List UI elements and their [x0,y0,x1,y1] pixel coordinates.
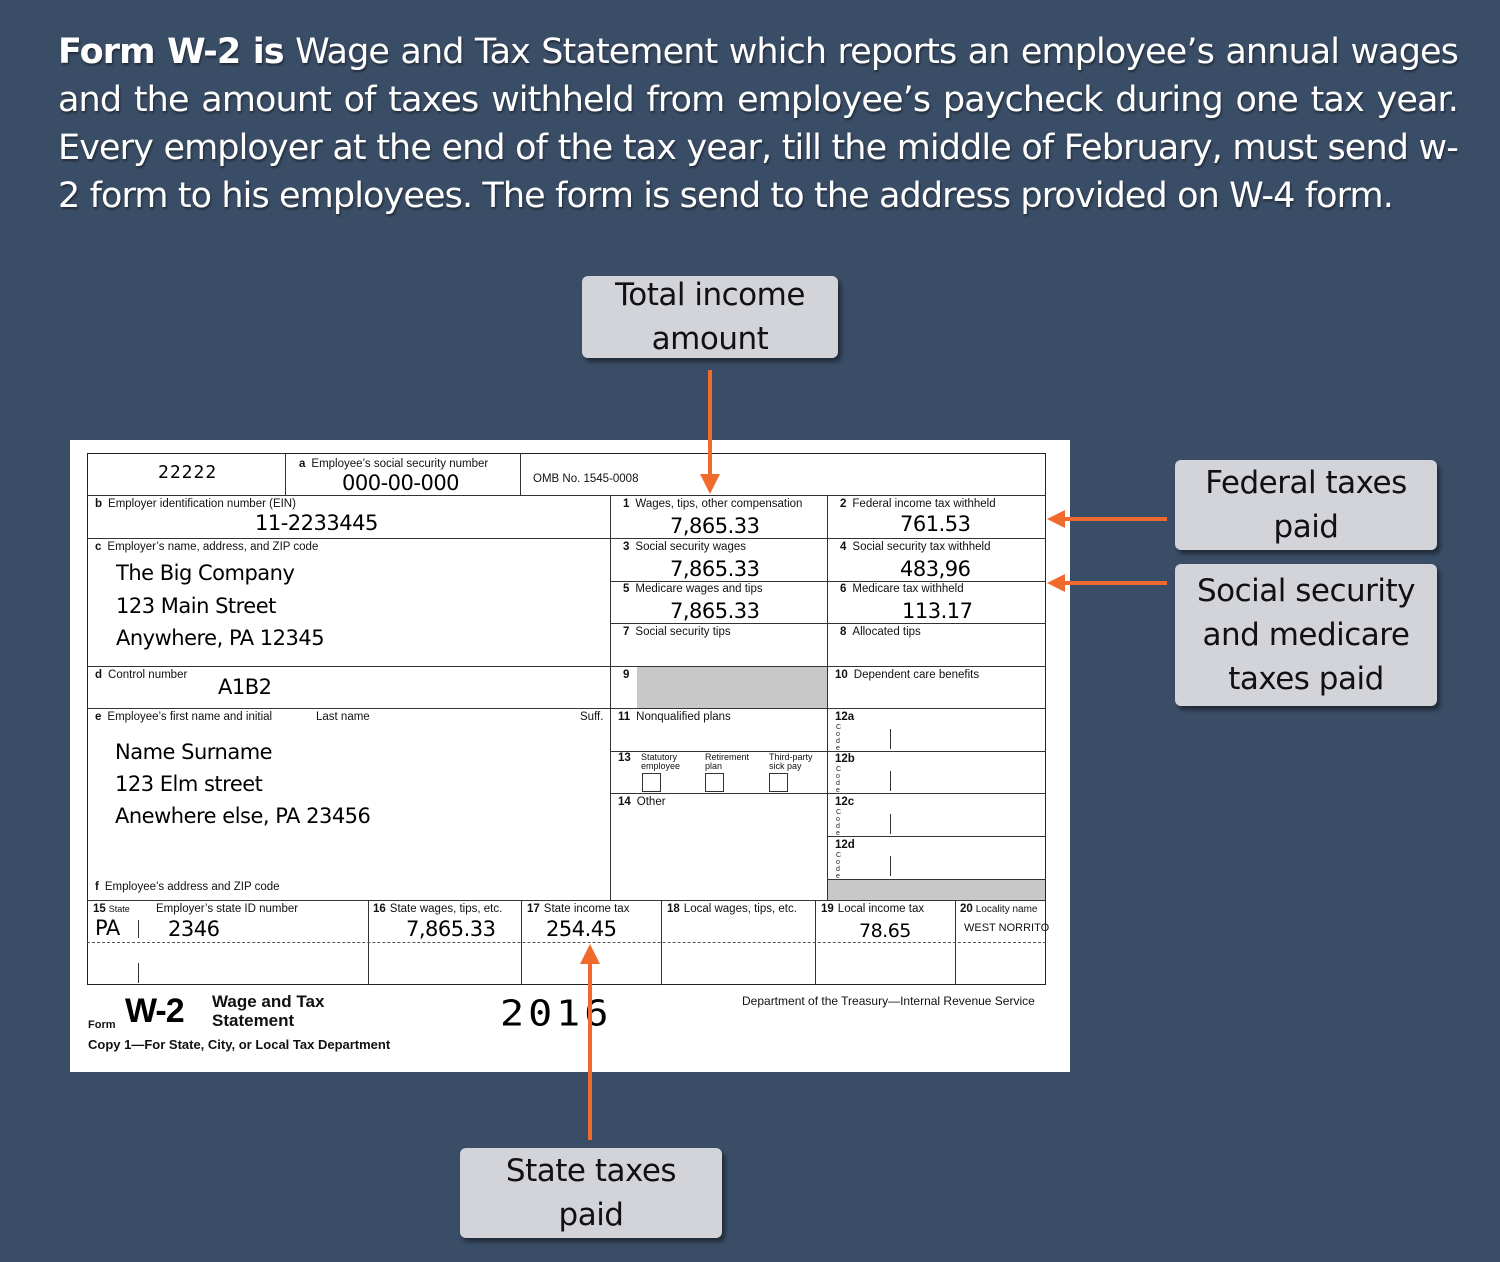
box12d-code: Code [836,852,842,880]
form-name: W-2 [125,992,184,1030]
irs-department: Department of the Treasury—Internal Revenue Service [742,994,1035,1008]
box8-label: 8 Allocated tips [840,626,921,638]
arrow-social-medicare [1045,571,1169,595]
box16-label: 16 State wages, tips, etc. [373,903,503,915]
box12d-label: 12d [835,839,855,851]
intro-text: Wage and Tax Statement which reports an employee’s annual wages and the amount of taxes withheld from employee’s paycheck during one tax year. Every employer at the end of the tax year, till the middle of February, must send w-2 form to his employees. The form is send to the address provided on W-4 form. [58,32,1459,216]
box9-label: 9 [623,669,630,681]
callout-social-medicare: Social security and medicare taxes paid [1175,564,1437,706]
last-name-label: Last name [316,711,370,723]
intro-bold: Form W-2 is [58,32,284,72]
employee-address-label: f Employee’s address and ZIP code [95,881,280,893]
form-title-line2: Statement [212,1011,295,1030]
employee-line-3: Anewhere else, PA 23456 [115,804,371,828]
thirdparty-checkbox[interactable] [769,773,788,792]
box4-label: 4 Social security tax withheld [840,541,991,553]
box19-value: 78.65 [859,920,911,942]
employee-line-1: Name Surname [115,740,273,764]
box6-label: 6 Medicare tax withheld [840,583,964,595]
arrow-state-taxes [578,942,602,1142]
control-label: d Control number [95,669,188,681]
employer-label: c Employer’s name, address, and ZIP code [95,541,319,553]
box5-value: 7,865.33 [670,599,760,623]
box3-value: 7,865.33 [670,557,760,581]
ssn-label: a Employee’s social security number [299,458,489,470]
ein-value: 11-2233445 [255,511,378,535]
employer-line-3: Anywhere, PA 12345 [116,626,325,650]
box1-label: 1 Wages, tips, other compensation [623,498,803,510]
statutory-checkbox[interactable] [642,773,661,792]
form-year: 2016 [500,993,613,1035]
box1-value: 7,865.33 [670,514,760,538]
box13-retirement: Retirement plan [705,752,750,771]
form-copy: Copy 1—For State, City, or Local Tax Department [88,1037,391,1052]
box4-value: 483,96 [900,557,971,581]
ssn-value: 000-00-000 [342,471,460,495]
state-id-value: 2346 [168,917,220,941]
ein-label: b Employer identification number (EIN) [95,498,296,510]
callout-state-taxes: State taxes paid [460,1148,722,1238]
box6-value: 113.17 [902,599,973,623]
form-title-line1: Wage and Tax [212,992,325,1011]
box12c-code: Code [836,809,842,837]
box12b-label: 12b [835,753,855,765]
box10-label: 10 Dependent care benefits [835,669,980,681]
box18-label: 18 Local wages, tips, etc. [667,903,797,915]
box7-label: 7 Social security tips [623,626,731,638]
box2-label: 2 Federal income tax withheld [840,498,996,510]
callout-total-income: Total income amount [582,276,838,358]
box2-value: 761.53 [900,512,971,536]
employee-line-2: 123 Elm street [115,772,263,796]
employee-name-label: e Employee’s first name and initial [95,711,273,723]
arrow-total-income [698,370,722,496]
box13-label: 13 [618,752,631,764]
box5-label: 5 Medicare wages and tips [623,583,763,595]
form-code: 22222 [158,462,218,483]
box17-label: 17 State income tax [527,903,630,915]
intro-paragraph [58,28,1458,220]
employer-line-2: 123 Main Street [116,594,276,618]
box9-shading [637,667,827,708]
box19-label: 19 Local income tax [821,903,925,915]
box20-label: 20 Locality name [960,903,1038,915]
suffix-label: Suff. [580,711,604,723]
control-value: A1B2 [218,675,272,699]
box13-statutory: Statutory employee [641,752,681,771]
box15-label: 15 State [93,903,130,915]
box14-label: 14 Other [618,796,666,808]
state-value: PA [95,916,120,940]
box17-value: 254.45 [546,917,617,941]
box12-shading [828,880,1045,900]
arrow-federal [1045,507,1169,531]
employer-line-1: The Big Company [116,561,295,585]
box3-label: 3 Social security wages [623,541,746,553]
state-id-label: Employer’s state ID number [156,903,299,915]
box12a-code: Code [836,724,842,752]
retirement-checkbox[interactable] [705,773,724,792]
box12c-label: 12c [835,796,855,808]
callout-federal-taxes: Federal taxes paid [1175,460,1437,550]
box20-value: WEST NORRITO [964,922,1050,934]
box12b-code: Code [836,766,842,794]
box13-thirdparty: Third-party sick pay [769,752,813,771]
box12a-label: 12a [835,711,855,723]
form-word: Form [88,1019,116,1031]
w2-form [70,440,1070,1072]
omb-number: OMB No. 1545-0008 [533,473,639,485]
box11-label: 11 Nonqualified plans [618,711,731,723]
box16-value: 7,865.33 [406,917,496,941]
